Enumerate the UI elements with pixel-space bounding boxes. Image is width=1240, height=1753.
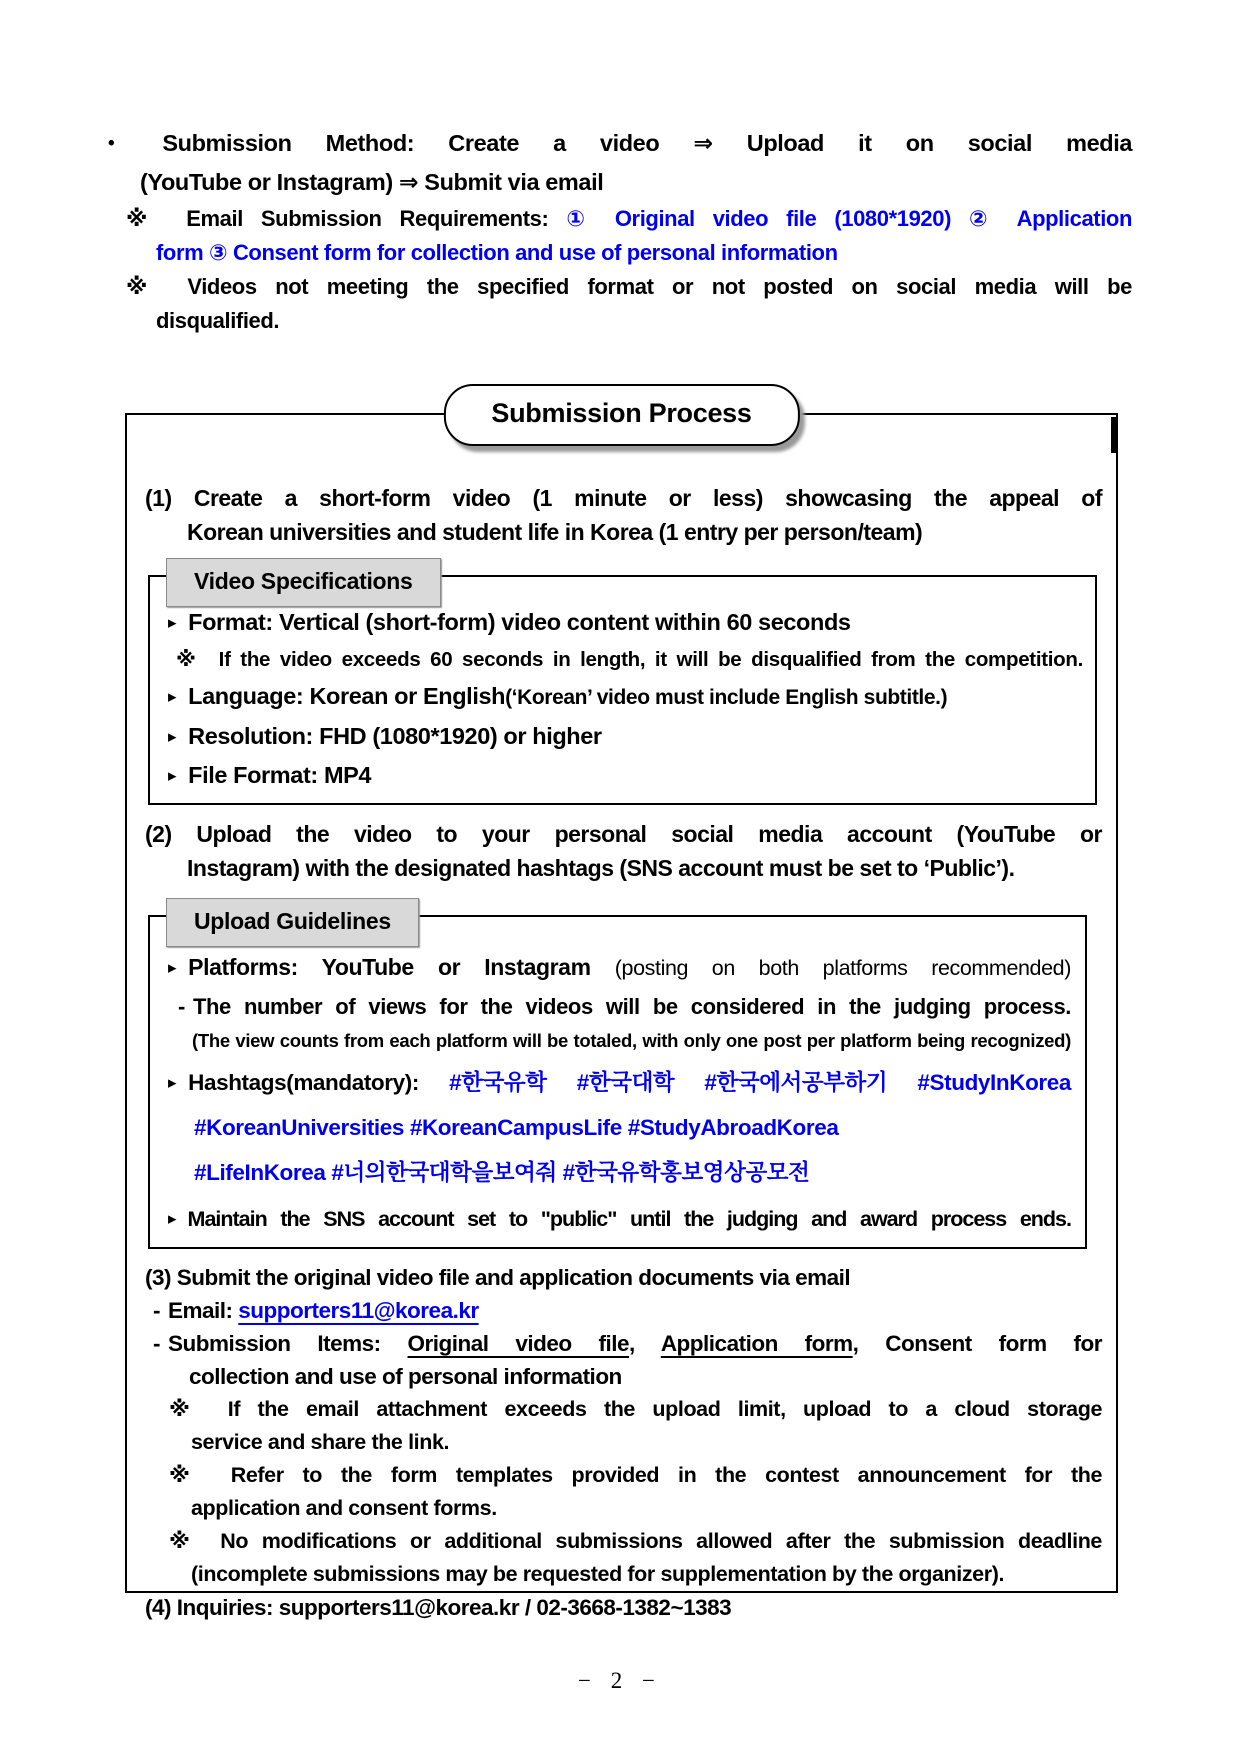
submission-item-application: Application form xyxy=(660,1331,853,1356)
spec-resolution-label: Resolution: xyxy=(188,723,313,749)
guideline-hashtags-label: Hashtags(mandatory): xyxy=(188,1070,419,1095)
note-modifications-text: No modifications or additional submissions allowed after the submission deadline xyxy=(220,1529,1102,1553)
submission-method-section xyxy=(108,124,1132,338)
submission-method-line-1 xyxy=(108,124,1132,163)
note-attachment-line-2: service and share the link. xyxy=(191,1430,450,1454)
note-templates-line-2: application and consent forms. xyxy=(191,1496,497,1520)
guideline-maintain-public-text: Maintain the SNS account set to "public" until the judging and award process ends. xyxy=(187,1207,1071,1231)
submission-method-line-2: (YouTube or Instagram) ⇒ Submit via email xyxy=(140,169,604,195)
triangle-bullet-icon: ▸ xyxy=(168,1073,177,1092)
note-modifications-line-1 xyxy=(145,1525,1102,1558)
guideline-platforms-note: (posting on both platforms recommended) xyxy=(614,956,1071,980)
note-attachment-line-1 xyxy=(145,1393,1102,1426)
hashtag-line: #LifeInKorea #너의한국대학을보여줘 #한국유학홍보영상공모전 xyxy=(194,1160,810,1185)
spec-language-note: (‘Korean’ video must include English subtitle.) xyxy=(505,686,948,709)
submission-method-text: Submission Method: Create a video ⇒ Upload it on social media xyxy=(162,130,1132,156)
spec-length-note-text: If the video exceeds 60 seconds in length, it will be disqualified from the competition. xyxy=(218,648,1083,671)
spec-file-format-label: File Format: xyxy=(188,762,318,788)
border-accent-mark xyxy=(1111,417,1118,453)
guideline-view-count-text: The number of views for the videos will be considered in the judging process. xyxy=(192,994,1071,1019)
email-requirements-line-2: form ③ Consent form for collection and use of personal information xyxy=(156,240,838,265)
triangle-bullet-icon: ▸ xyxy=(168,958,177,977)
email-label: Email: xyxy=(168,1298,233,1323)
reference-mark-icon: ※ xyxy=(176,648,200,671)
step-1-line-2: Korean universities and student life in Korea (1 entry per person/team) xyxy=(187,519,923,545)
triangle-bullet-icon: ▸ xyxy=(168,727,177,746)
disqualification-note-text: Videos not meeting the specified format or not posted on social media will be xyxy=(187,274,1132,299)
spec-format-value: Vertical (short-form) video content within 60 seconds xyxy=(278,609,851,635)
email-link[interactable]: supporters11@korea.kr xyxy=(238,1298,479,1323)
reference-mark-icon: ※ xyxy=(169,1463,203,1487)
guideline-view-count-note: (The view counts from each platform will be totaled, with only one post per platform being recognized) xyxy=(192,1030,1071,1051)
disqualification-note-line-1 xyxy=(126,270,1132,304)
reference-mark-icon: ※ xyxy=(126,274,160,299)
spec-resolution xyxy=(168,717,1083,756)
triangle-bullet-icon: ▸ xyxy=(168,687,177,706)
step-3 xyxy=(145,1261,1102,1624)
spec-file-format xyxy=(168,756,1083,795)
note-templates-text: Refer to the form templates provided in the contest announcement for the xyxy=(230,1463,1103,1487)
submission-process-box xyxy=(125,398,1118,1620)
upload-guidelines-box xyxy=(148,908,1087,1249)
upload-guidelines-label: Upload Guidelines xyxy=(166,898,419,947)
hashtag-line: #한국유학 #한국대학 #한국에서공부하기 #StudyInKorea xyxy=(449,1070,1072,1095)
disqualification-note-line-2: disqualified. xyxy=(156,308,280,333)
guideline-platforms xyxy=(168,947,1071,988)
step-2-line-1: (2) Upload the video to your personal social media account (YouTube or xyxy=(145,821,1102,847)
spec-format xyxy=(168,603,1083,642)
reference-mark-icon: ※ xyxy=(126,206,160,231)
email-line xyxy=(145,1294,1102,1327)
email-requirements-line-1 xyxy=(126,202,1132,236)
step-2 xyxy=(145,817,1102,885)
note-modifications-line-2: (incomplete submissions may be requested for supplementation by the organizer). xyxy=(191,1562,1005,1586)
bullet-icon: • xyxy=(108,133,115,154)
triangle-bullet-icon: ▸ xyxy=(168,1209,176,1228)
triangle-bullet-icon: ▸ xyxy=(168,613,177,632)
email-requirements-items: ① Original video file (1080*1920) ② Application xyxy=(566,206,1132,231)
submission-items-line-1 xyxy=(145,1327,1102,1360)
spec-format-label: Format: xyxy=(188,609,273,635)
spec-language-label: Language: Korean or English xyxy=(188,683,506,709)
submission-item-video: Original video file xyxy=(407,1331,630,1356)
reference-mark-icon: ※ xyxy=(169,1529,198,1553)
step-4-inquiries: (4) Inquiries: supporters11@korea.kr / 02-3668-1382~1383 xyxy=(145,1595,732,1620)
step-1-line-1: (1) Create a short-form video (1 minute or less) showcasing the appeal of xyxy=(145,485,1102,511)
dash-bullet-icon: - xyxy=(153,1298,160,1323)
guideline-maintain-public xyxy=(168,1201,1071,1237)
page-number: − 2 − xyxy=(578,1668,662,1693)
step-3-line-1: (3) Submit the original video file and application documents via email xyxy=(145,1265,851,1290)
spec-length-note xyxy=(168,642,1083,677)
video-specifications-label: Video Specifications xyxy=(166,558,441,607)
submission-process-title xyxy=(443,384,799,446)
spec-resolution-value: FHD (1080*1920) or higher xyxy=(319,723,602,749)
step-1 xyxy=(145,481,1102,549)
guideline-platforms-label: Platforms: YouTube or Instagram xyxy=(188,954,591,980)
dash-bullet-icon: - xyxy=(178,994,185,1019)
comma: , xyxy=(852,1331,859,1356)
note-attachment-text: If the email attachment exceeds the upload limit, upload to a cloud storage xyxy=(227,1397,1102,1421)
guideline-hashtags xyxy=(168,1064,1071,1101)
spec-file-format-value: MP4 xyxy=(323,762,372,788)
submission-items-line-2: collection and use of personal information xyxy=(189,1364,622,1389)
submission-items-label: Submission Items: xyxy=(168,1331,381,1356)
note-templates-line-1 xyxy=(145,1459,1102,1492)
dash-bullet-icon: - xyxy=(153,1331,160,1356)
submission-item-consent: Consent form for xyxy=(885,1331,1102,1356)
submission-process-title-text: Submission Process xyxy=(491,398,752,428)
triangle-bullet-icon: ▸ xyxy=(168,766,177,785)
hashtag-line: #KoreanUniversities #KoreanCampusLife #StudyAbroadKorea xyxy=(194,1115,839,1140)
spec-language xyxy=(168,677,1083,717)
comma: , xyxy=(629,1331,635,1356)
guideline-view-count xyxy=(168,988,1071,1025)
email-requirements-label: Email Submission Requirements: xyxy=(186,206,549,231)
reference-mark-icon: ※ xyxy=(169,1397,202,1421)
video-specifications-box xyxy=(148,568,1097,805)
step-2-line-2: Instagram) with the designated hashtags (SNS account must be set to ‘Public’). xyxy=(187,855,1015,881)
